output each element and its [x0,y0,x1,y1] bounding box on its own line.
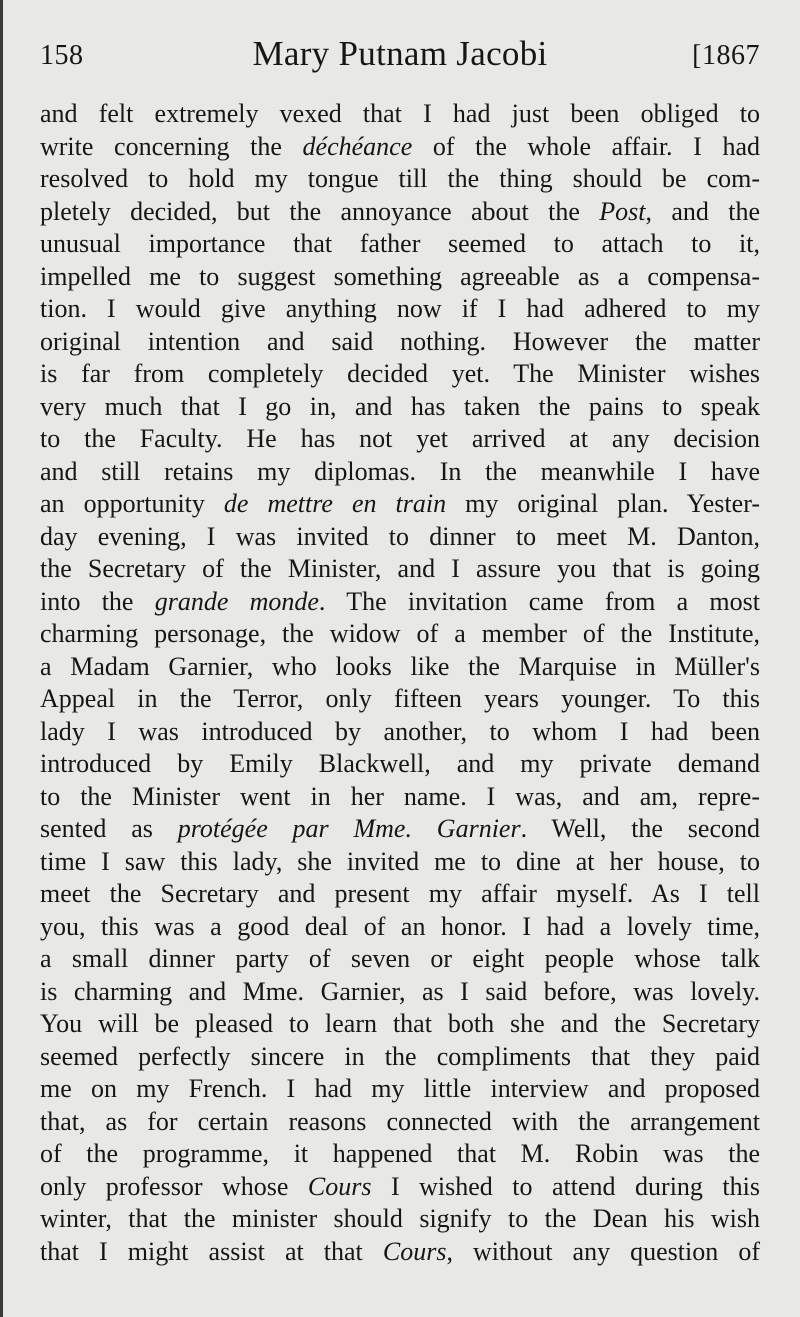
text-line [40,358,760,391]
text-run: , and the [645,196,760,226]
italic-phrase: grande monde [154,586,319,616]
text-run: is far from completely decided yet. The Minister wishes [40,359,760,388]
text-run: . The invitation came from a most [318,586,760,616]
text-line [40,261,760,294]
text-line [40,1171,760,1204]
text-run: my original plan. Yester- [446,489,760,518]
text-line [40,683,760,716]
text-line [40,163,760,196]
page-number: 158 [40,40,84,71]
running-title: Mary Putnam Jacobi [252,34,548,73]
text-run: unusual importance that father seemed to attach to it, [40,229,760,258]
italic-phrase: protégée par Mme. Garnier [177,814,521,843]
text-line [40,1106,760,1139]
text-run: day evening, I was invited to dinner to meet M. Danton, [40,521,760,551]
text-run: , without any question of [446,1236,760,1266]
text-line [40,228,760,261]
text-run: and still retains my diplomas. In the meanwhile I have [40,456,760,486]
text-line [40,1138,760,1171]
text-run: tion. I would give anything now if I had adhered to my [40,294,760,323]
italic-phrase: Cours [307,1171,372,1201]
text-run: a Madam Garnier, who looks like the Marquise in Müller's [40,651,760,681]
text-run: of the programme, it happened that M. Robin was the [40,1139,760,1168]
text-line [40,911,760,944]
text-line [40,1008,760,1041]
text-run: resolved to hold my tongue till the thing should be com- [40,164,760,193]
text-run: winter, that the minister should signify to the Dean his wish [40,1204,760,1233]
text-line [40,1041,760,1074]
text-run: time I saw this lady, she invited me to dine at her house, to [40,846,760,876]
text-run: pletely decided, but the annoyance about the [40,196,600,226]
text-line [40,651,760,684]
text-line [40,553,760,586]
text-line [40,131,760,164]
text-run: I wished to attend during this [371,1171,760,1201]
text-run: impelled me to suggest something agreeable as a compensa- [40,261,760,291]
text-run: to the Minister went in her name. I was, and am, repre- [40,781,760,811]
italic-phrase: de mettre en train [223,489,447,518]
text-run: introduced by Emily Blackwell, and my private demand [40,749,760,778]
italic-phrase: Cours [382,1236,447,1266]
text-line [40,943,760,976]
text-line [40,618,760,651]
text-line [40,716,760,749]
text-run: an opportunity [40,489,224,518]
text-run: you, this was a good deal of an honor. I had a lovely time, [40,911,760,941]
text-line [40,293,760,326]
text-run: that I might assist at that [40,1236,383,1266]
text-run: sented as [40,814,178,843]
text-run: only professor whose [40,1171,308,1201]
text-run: seemed perfectly sincere in the compliments that they paid [40,1041,760,1071]
year-marker: [1867 [692,40,760,71]
text-line [40,976,760,1009]
text-line [40,1236,760,1269]
text-run: into the [40,586,155,616]
text-run: very much that I go in, and has taken the pains to speak [40,391,760,421]
text-line [40,1073,760,1106]
italic-phrase: Post [599,196,646,226]
text-run: original intention and said nothing. However the matter [40,326,760,356]
text-run: meet the Secretary and present my affair myself. As I tell [40,879,760,908]
text-run: lady I was introduced by another, to whom I had been [40,716,760,746]
text-run: that, as for certain reasons connected with the arrangement [40,1106,760,1136]
text-run: and felt extremely vexed that I had just been obliged to [40,99,760,128]
text-run: You will be pleased to learn that both she and the Secretary [40,1009,760,1038]
running-head [40,30,760,80]
text-run: to the Faculty. He has not yet arrived at any decision [40,424,760,453]
text-run: . Well, the second [520,814,760,843]
italic-phrase: déchéance [302,131,413,161]
text-line [40,1203,760,1236]
text-line [40,521,760,554]
text-run: is charming and Mme. Garnier, as I said before, was lovely. [40,976,760,1006]
text-run: charming personage, the widow of a member of the Institute, [40,619,760,648]
text-line [40,748,760,781]
text-run: me on my French. I had my little interview and proposed [40,1074,760,1103]
text-line [40,98,760,131]
text-line [40,488,760,521]
text-run: Appeal in the Terror, only fifteen years younger. To this [40,684,760,713]
text-line [40,878,760,911]
text-line [40,813,760,846]
text-run: of the whole affair. I had [412,131,760,161]
text-line [40,456,760,489]
text-line [40,781,760,814]
text-run: a small dinner party of seven or eight people whose talk [40,944,760,973]
body-text [40,98,760,1268]
text-line [40,391,760,424]
text-line [40,196,760,229]
text-run: the Secretary of the Minister, and I assure you that is going [40,554,760,583]
text-line [40,423,760,456]
text-line [40,326,760,359]
text-line [40,846,760,879]
text-line [40,586,760,619]
text-run: write concerning the [40,131,303,161]
